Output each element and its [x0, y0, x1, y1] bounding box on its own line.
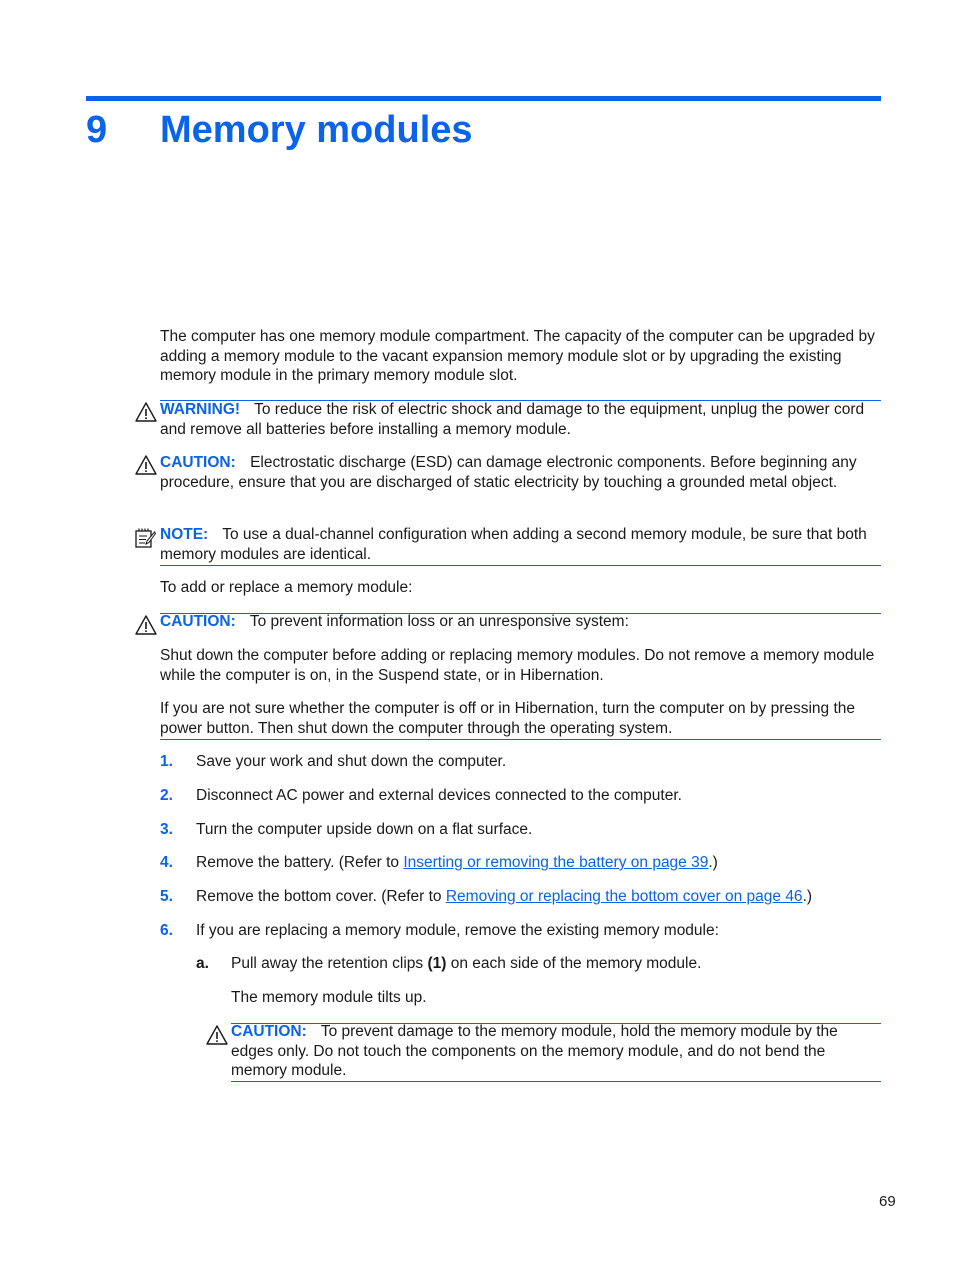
step-text: [196, 887, 882, 907]
step-text: Turn the computer upside down on a flat surface.: [196, 821, 533, 838]
caution-text: To prevent information loss or an unresponsive system:: [249, 613, 629, 630]
chapter-title: Memory modules: [160, 109, 473, 151]
note-bottom-rule: [160, 565, 881, 566]
caution-block-esd: [160, 453, 882, 492]
caution-label: CAUTION:: [160, 613, 236, 630]
step-text-pre: Remove the bottom cover. (Refer to: [196, 888, 446, 905]
caution-text: To prevent damage to the memory module, hold the memory module by the edges only. Do not touch the components on the memory module, and do not bend the memory module.: [231, 1023, 838, 1079]
step-text: If you are replacing a memory module, remove the existing memory module:: [196, 922, 719, 939]
caution-triangle-icon: [135, 614, 157, 636]
step-text-post: .): [802, 888, 813, 905]
caution-text: Electrostatic discharge (ESD) can damage electronic components. Before beginning any procedure, ensure that you are discharged of static electricity by touching a grounded metal object.: [160, 454, 857, 491]
chapter-rule: [86, 96, 881, 101]
battery-link[interactable]: Inserting or removing the battery on page 39: [403, 854, 709, 871]
step-number: 5.: [160, 888, 173, 905]
bottom-cover-link[interactable]: Removing or replacing the bottom cover on page 46: [445, 888, 803, 905]
caution3-bottom-rule: [231, 1081, 881, 1082]
chapter-number: 9: [86, 109, 108, 151]
intro-paragraph: The computer has one memory module compartment. The capacity of the computer can be upgraded by adding a memory module to the vacant expansion memory module slot or by upgrading the existing memory module in the primary memory module slot.: [160, 328, 875, 384]
note-text: To use a dual-channel configuration when adding a second memory module, be sure that both memory modules are identical.: [160, 526, 867, 563]
note-label: NOTE:: [160, 526, 209, 543]
caution-paragraph: If you are not sure whether the computer is off or in Hibernation, turn the computer on by pressing the power button. Then shut down the computer through the operating system.: [160, 700, 856, 737]
step-number: 3.: [160, 821, 173, 838]
callout-number: (1): [427, 955, 447, 972]
caution-paragraph: Shut down the computer before adding or replacing memory modules. Do not remove a memory module while the computer is on, in the Suspend state, or in Hibernation.: [160, 647, 875, 684]
caution-label: CAUTION:: [160, 454, 236, 471]
caution-label: CAUTION:: [231, 1023, 307, 1040]
warning-label: WARNING!: [160, 401, 241, 418]
step-text: Disconnect AC power and external devices connected to the computer.: [196, 787, 682, 804]
substep-text: [231, 954, 882, 974]
step-number: 4.: [160, 854, 173, 871]
step-text: [196, 853, 882, 873]
substep-text-post: on each side of the memory module.: [446, 955, 702, 972]
step-number: 2.: [160, 787, 173, 804]
substep-letter: a.: [196, 955, 209, 972]
caution-triangle-icon: [206, 1024, 228, 1046]
step-text: Save your work and shut down the computer.: [196, 753, 507, 770]
caution-triangle-icon: [135, 454, 157, 476]
note-block: [160, 525, 882, 564]
substep-text-pre: Pull away the retention clips: [231, 955, 428, 972]
step-text-post: .): [708, 854, 718, 871]
note-pad-icon: [134, 527, 156, 549]
warning-block: [160, 400, 882, 439]
caution-block-power: [160, 612, 882, 632]
procedure-intro: To add or replace a memory module:: [160, 579, 413, 596]
step-text-pre: Remove the battery. (Refer to: [196, 854, 404, 871]
warning-triangle-icon: [135, 401, 157, 423]
caution2-bottom-rule: [160, 739, 881, 740]
substep-result: The memory module tilts up.: [231, 989, 427, 1006]
step-number: 6.: [160, 922, 173, 939]
warning-text: To reduce the risk of electric shock and damage to the equipment, unplug the power cord and remove all batteries before installing a memory module.: [160, 401, 865, 438]
step-number: 1.: [160, 753, 173, 770]
caution-block-module: [231, 1022, 882, 1081]
page-number: 69: [879, 1193, 896, 1210]
